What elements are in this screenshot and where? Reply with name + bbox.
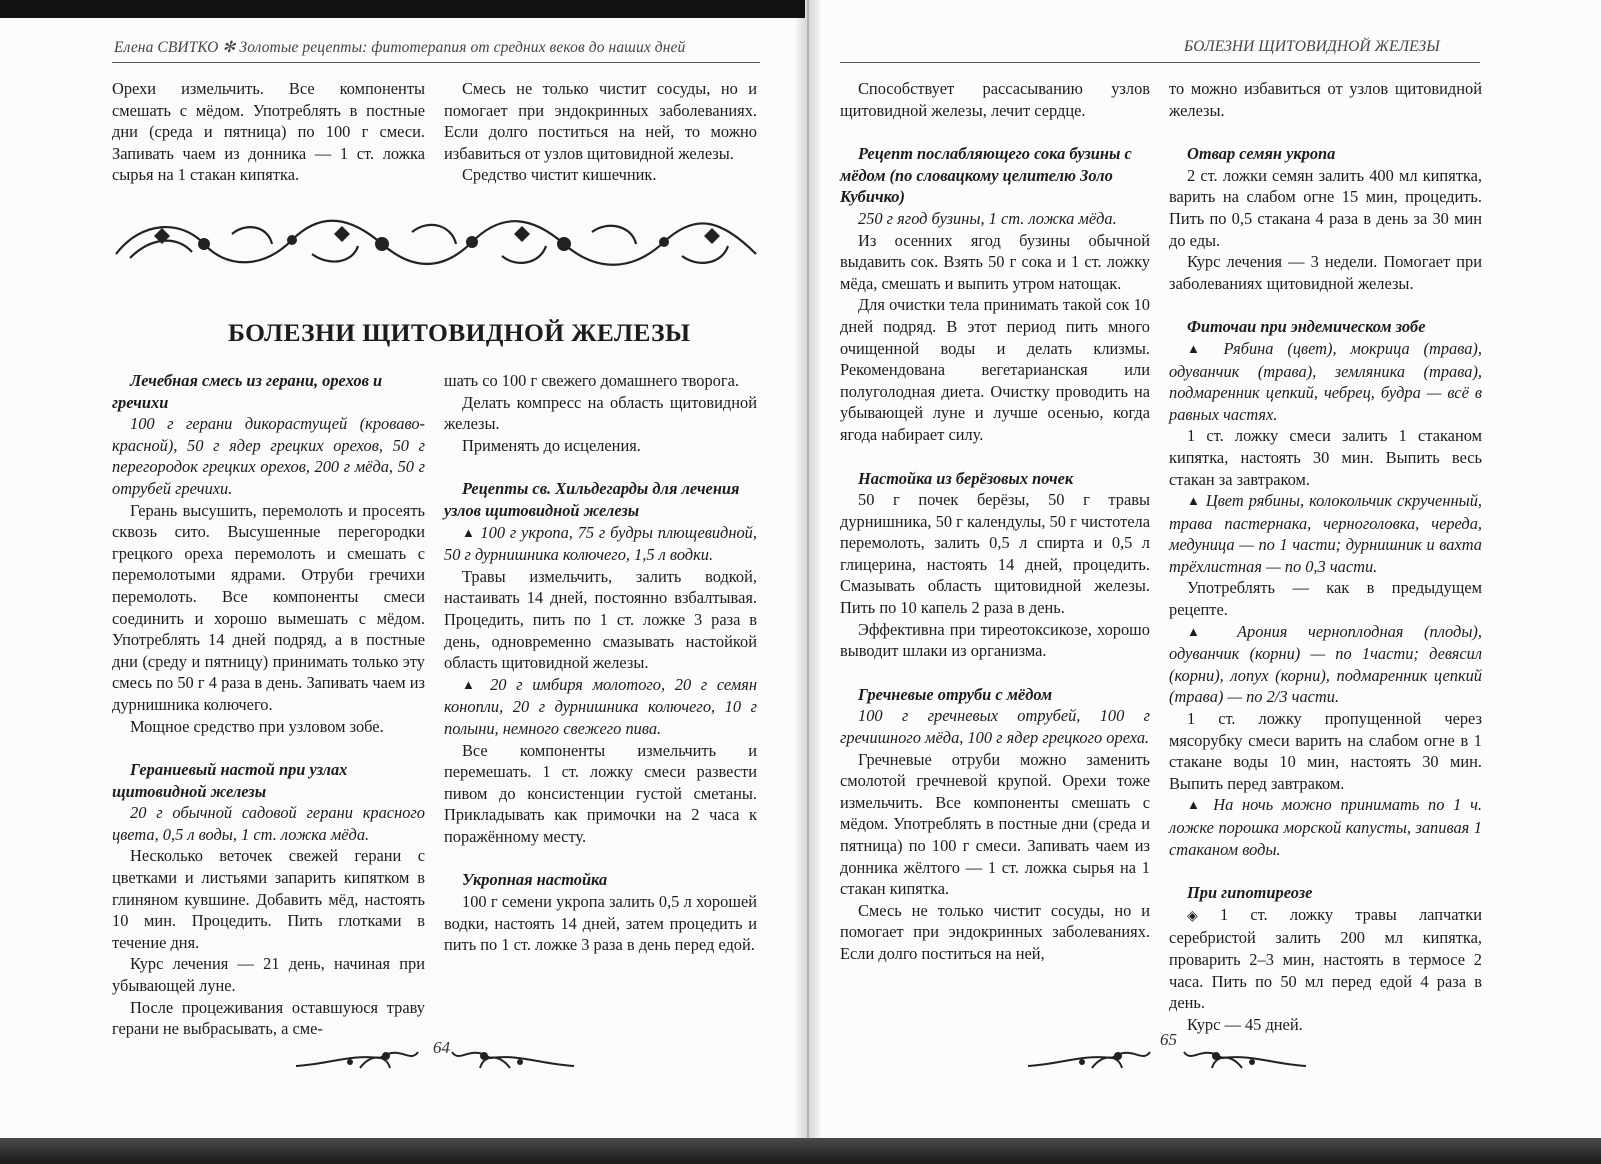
paragraph: Средство чистит кишечник. [462, 165, 657, 185]
scan-edge-top [0, 0, 805, 18]
paragraph: 50 г почек берёзы, 50 г травы дурнишника, 50 г календулы, 50 г чистотела перемолоть, залить 0,5 л спирта и 0,5 л глицерина, настоять 14 дней, процедить. Смазывать область щитовидной железы. Пить по 10 капель 2 раза в день. [840, 490, 1150, 618]
paragraph: После процеживания оставшуюся траву герани не выбрасывать, а сме- [112, 997, 425, 1039]
recipe-heading: Укропная настойка [462, 870, 608, 890]
ingredients: 100 г герани дикорастущей (кроваво-красной), 50 г ядер грецких орехов, 50 г перегородок грецких орехов, 200 г мёда, 50 г отрубей гречихи. [112, 414, 425, 498]
recipe-heading: Гречневые отруби с мёдом [858, 684, 1053, 704]
paragraph: Из осенних ягод бузины обычной выдавить сок. Взять 50 г сока и 1 ст. ложку мёда, смешать и выпить утром натощак. [840, 230, 1150, 293]
ingredients: 100 г укропа, 75 г будры плющевидной, 50 г дурнишника колючего, 1,5 л водки. [444, 522, 757, 565]
paragraph: Смесь не только чистит сосуды, но и помогает при эндокринных заболеваниях. Если долго поститься на ней, то можно избавиться от узлов щитовидной железы. [444, 79, 757, 163]
triangle-icon: ▲ [1187, 340, 1210, 356]
paragraph: 2 ст. ложки семян залить 400 мл кипятка, варить на слабом огне 15 мин, процедить. Пить по 0,5 стакана 4 раза в день за 30 мин до еды. [1169, 165, 1482, 250]
running-head-rule-right [840, 62, 1480, 63]
paragraph: Курс лечения — 3 недели. Помогает при заболеваниях щитовидной железы. [1169, 252, 1482, 293]
paragraph: Курс лечения — 21 день, начиная при убывающей луне. [112, 954, 425, 996]
running-head-left: Елена СВИТКО ✻ Золотые рецепты: фитотерапия от средних веков до наших дней [114, 39, 686, 56]
paragraph: Травы измельчить, залить водкой, настаивать 14 дней, постоянно взбалтывая. Процедить, пить по 1 ст. ложке 3 раза в день, одновременно смазывать настойкой область щитовидной железы. [444, 566, 757, 673]
paragraph: то можно избавиться от узлов щитовидной железы. [1169, 79, 1482, 120]
paragraph: Эффективна при тиреотоксикозе, хорошо выводит шлаки из организма. [840, 619, 1150, 661]
paragraph: 1 ст. ложку пропущенной через мясорубку смеси варить на слабом огне в 1 стакане воды 10 мин, настоять 30 мин. Выпить перед завтраком. [1169, 709, 1482, 793]
page-number-right: 65 [1160, 1030, 1177, 1049]
page-number-left: 64 [433, 1038, 450, 1057]
paragraph: Употреблять — как в предыдущем рецепте. [1169, 578, 1482, 620]
recipe-heading: Настойка из берёзовых почек [858, 468, 1074, 488]
paragraph: Мощное средство при узловом зобе. [130, 716, 384, 736]
left-top-column-1 [112, 78, 425, 186]
left-column-2 [444, 370, 757, 956]
ingredients: 20 г имбиря молотого, 20 г семян конопли, 20 г дурнишника колючего, 10 г полыни, немного свежего пива. [444, 674, 757, 738]
recipe-heading: Фиточаи при эндемическом зобе [1187, 317, 1426, 337]
recipe-heading: Рецепт послабляющего сока бузины с мёдом (по словацкому целителю Золо Кубичко) [840, 144, 1132, 207]
ingredients: Рябина (цвет), мокрица (трава), одуванчик (трава), земляника (трава), подмаренник цепкий, чебрец, будра — всё в равных частях. [1169, 338, 1482, 424]
left-column-1 [112, 370, 425, 1040]
paragraph: Делать компресс на область щитовидной железы. [444, 392, 757, 434]
paragraph: 1 ст. ложку травы лапчатки серебристой залить 200 мл кипятка, проварить 2–3 мин, настоять в термосе 2 часа. Пить по 50 мл перед едой 4 раза в день. [1169, 904, 1482, 1013]
ingredients: На ночь можно принимать по 1 ч. ложке порошка морской капусты, запивая 1 стаканом воды. [1169, 795, 1482, 859]
paragraph: Гречневые отруби можно заменить смолотой гречневой крупой. Орехи тоже измельчить. Все компоненты смешать с мёдом. Употреблять в постные дни (среда и пятница) по 100 г смеси. Запивать чаем из донника жёлтого — 1 ст. ложка сырья на 1 стакан кипятка. [840, 749, 1150, 899]
scan-edge-bottom [0, 1138, 1601, 1164]
ingredients: 20 г обычной садовой герани красного цвета, 0,5 л воды, 1 ст. ложка мёда. [112, 803, 425, 844]
ingredients: 250 г ягод бузины, 1 ст. ложка мёда. [858, 208, 1117, 228]
paragraph: шать со 100 г свежего домашнего творога. [444, 371, 739, 390]
left-top-column-2 [444, 78, 757, 186]
chapter-title: БОЛЕЗНИ ЩИТОВИДНОЙ ЖЕЛЕЗЫ [228, 318, 691, 347]
paragraph: Орехи измельчить. Все компоненты смешать с мёдом. Употреблять в постные дни (среда и пятница) по 100 г смеси. Запивать чаем из донника — 1 ст. ложка сырья на 1 стакан кипятка. [112, 79, 425, 185]
paragraph: Смесь не только чистит сосуды, но и помогает при эндокринных заболеваниях. Если долго поститься на ней, [840, 900, 1150, 963]
paragraph: Курс — 45 дней. [1187, 1014, 1303, 1034]
triangle-icon: ▲ [462, 676, 481, 692]
ingredients: 100 г гречневых отрубей, 100 г гречишного мёда, 100 г ядер грецкого ореха. [840, 706, 1150, 748]
ingredients: Цвет рябины, колокольчик скрученный, трава пастернака, черноголовка, череда, медуница — по 1 части; дурнишник и вахта трёхлистная — по 0,3 части. [1169, 491, 1482, 576]
recipe-heading: Отвар семян укропа [1187, 144, 1336, 164]
right-column-1 [840, 78, 1150, 965]
right-column-2 [1169, 78, 1482, 1035]
diamond-icon: ◈ [1187, 908, 1198, 924]
paragraph: Герань высушить, перемолоть и просеять сквозь сито. Высушенные перегородки грецкого ореха перемолоть и смешать с перемолотыми ядрами. Отруби гречихи перемолоть. Все компоненты смеси соединить и хорошо вымешать с мёдом. Употреблять 14 дней подряд, а в постные дни (среду и пятницу) принимать только эту смесь по 50 г 4 раза в день. Запивать чаем из дурнишника колючего. [112, 500, 425, 714]
paragraph: Применять до исцеления. [462, 435, 641, 455]
recipe-heading: Лечебная смесь из герани, орехов и гречихи [112, 371, 383, 412]
paragraph: 1 ст. ложку смеси залить 1 стаканом кипятка, настоять 30 мин. Выпить весь стакан за завтраком. [1169, 426, 1482, 489]
paragraph: Несколько веточек свежей герани с цветками и листьями запарить кипятком в глиняном кувшине. Добавить мёд, настоять 10 мин. Процедить. Пить глотками в течение дня. [112, 846, 425, 952]
running-head-right: БОЛЕЗНИ ЩИТОВИДНОЙ ЖЕЛЕЗЫ [1184, 38, 1440, 55]
recipe-heading: Рецепты св. Хильдегарды для лечения узлов щитовидной железы [444, 479, 740, 520]
floral-ornament-banner [112, 214, 760, 276]
recipe-heading: При гипотиреозе [1187, 883, 1313, 903]
running-head-rule-left [112, 62, 760, 63]
book-gutter [796, 0, 820, 1164]
triangle-icon: ▲ [1187, 493, 1201, 509]
triangle-icon: ▲ [1187, 797, 1205, 813]
ingredients: Арония черноплодная (плоды), одуванчик (корни) — по 1части; девясил (корни), лопух (корни), подмаренник цепкий (трава) — по 2/3 части. [1169, 621, 1482, 707]
triangle-icon: ▲ [1187, 623, 1217, 639]
paragraph: Все компоненты измельчить и перемешать. 1 ст. ложку смеси развести пивом до консистенции густой сметаны. Прикладывать как примочки на 2 часа к поражённому месту. [444, 740, 757, 846]
paragraph: Способствует рассасыванию узлов щитовидной железы, лечит сердце. [840, 79, 1150, 120]
recipe-heading: Гераниевый настой при узлах щитовидной железы [112, 760, 348, 801]
paragraph: 100 г семени укропа залить 0,5 л хорошей водки, настоять 14 дней, затем процедить и пить по 1 ст. ложке 3 раза в день перед едой. [444, 892, 757, 955]
paragraph: Для очистки тела принимать такой сок 10 дней подряд. В этот период пить много очищенной воды и делать клизмы. Рекомендована вегетарианская или полуголодная диета. Очистку проводить на убывающей луне и лучше осенью, когда ягода набирает силу. [840, 295, 1150, 444]
triangle-icon: ▲ [462, 524, 476, 540]
